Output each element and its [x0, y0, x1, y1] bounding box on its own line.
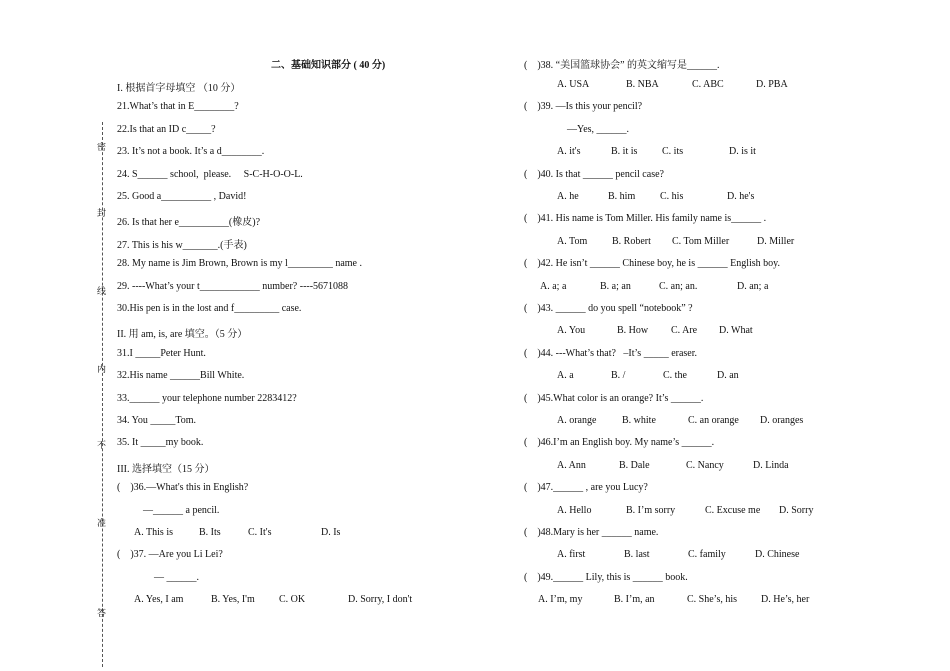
q43-option-d: D. What: [719, 325, 753, 336]
q44-option-d: D. an: [717, 370, 739, 381]
q37-option-c: C. OK: [279, 594, 306, 605]
q41-option-c: C. Tom Miller: [672, 236, 730, 247]
question-46: ( )46.I’m an English boy. My name’s ______.: [524, 437, 715, 448]
q49-option-b: B. I’m, an: [614, 594, 655, 605]
question-49: ( )49.______ Lily, this is ______ book.: [524, 572, 688, 583]
question-48: ( )48.Mary is her ______ name.: [524, 527, 659, 538]
q41-option-d: D. Miller: [757, 236, 795, 247]
q40-option-c: C. his: [660, 191, 684, 202]
q43-option-a: A. You: [557, 325, 586, 336]
question-36: ( )36.—What's this in English?: [117, 482, 249, 493]
question-45: ( )45.What color is an orange? It’s ______.: [524, 393, 704, 404]
q46-option-a: A. Ann: [557, 460, 586, 471]
q49-option-a: A. I’m, my: [538, 594, 583, 605]
q36-option-d: D. Is: [321, 527, 341, 538]
q43-option-b: B. How: [617, 325, 649, 336]
q48-option-c: C. family: [688, 549, 726, 560]
question-25: 25. Good a__________ , David!: [117, 191, 247, 202]
q38-option-a: A. USA: [557, 79, 590, 90]
q49-option-d: D. He’s, her: [761, 594, 810, 605]
q44-option-a: A. a: [557, 370, 574, 381]
question-42: ( )42. He isn’t ______ Chinese boy, he is ______ English boy.: [524, 258, 781, 269]
question-33: 33.______ your telephone number 2283412?: [117, 393, 297, 404]
question-28: 28. My name is Jim Brown, Brown is my l_________ name .: [117, 258, 362, 269]
q39-option-b: B. it is: [611, 146, 638, 157]
question-37: ( )37. —Are you Li Lei?: [117, 549, 223, 560]
q47-option-c: C. Excuse me: [705, 505, 761, 516]
q48-option-d: D. Chinese: [755, 549, 800, 560]
q45-option-c: C. an orange: [688, 415, 739, 426]
question-44: ( )44. ---What’s that? –It’s _____ eraser.: [524, 348, 698, 359]
q41-option-a: A. Tom: [557, 236, 588, 247]
question-22: 22.Is that an ID c_____?: [117, 124, 216, 135]
q42-option-c: C. an; an.: [659, 281, 698, 292]
question-47: ( )47.______ , are you Lucy?: [524, 482, 648, 493]
q37-option-d: D. Sorry, I don't: [348, 594, 413, 605]
q45-option-d: D. oranges: [760, 415, 804, 426]
q38-option-b: B. NBA: [626, 79, 659, 90]
q36-option-a: A. This is: [134, 527, 173, 538]
part3-title: III. 选择填空（15 分）: [117, 464, 215, 475]
q42-option-a: A. a; a: [540, 281, 567, 292]
q36-option-c: C. It's: [248, 527, 272, 538]
q40-option-d: D. he's: [727, 191, 755, 202]
q43-option-c: C. Are: [671, 325, 698, 336]
q42-option-d: D. an; a: [737, 281, 769, 292]
q47-option-a: A. Hello: [557, 505, 592, 516]
question-40: ( )40. Is that ______ pencil case?: [524, 169, 664, 180]
question-39: ( )39. —Is this your pencil?: [524, 101, 643, 112]
question-29: 29. ----What’s your t____________ number? ----5671088: [117, 281, 349, 292]
question-30: 30.His pen is in the lost and f_________ case.: [117, 303, 302, 314]
question-41: ( )41. His name is Tom Miller. His family name is______ .: [524, 213, 767, 224]
q36-option-b: B. Its: [199, 527, 221, 538]
q38-option-d: D. PBA: [756, 79, 788, 90]
q47-option-d: D. Sorry: [779, 505, 814, 516]
question-31: 31.I _____Peter Hunt.: [117, 348, 206, 359]
q40-option-a: A. he: [557, 191, 579, 202]
q38-option-c: C. ABC: [692, 79, 724, 90]
seal-char-feng: 封: [97, 208, 107, 218]
seal-char-zhun: 准: [97, 518, 107, 528]
q48-option-b: B. last: [624, 549, 650, 560]
q37-option-b: B. Yes, I'm: [211, 594, 255, 605]
binding-dashed-line: [102, 122, 103, 667]
q45-option-a: A. orange: [557, 415, 597, 426]
question-35: 35. It _____my book.: [117, 437, 204, 448]
question-34: 34. You _____Tom.: [117, 415, 197, 426]
part1-title: I. 根据首字母填空 （10 分）: [117, 83, 241, 94]
section-title: 二、基础知识部分 ( 40 分): [271, 60, 386, 71]
question-36-answer: —______ a pencil.: [143, 505, 220, 516]
q47-option-b: B. I’m sorry: [626, 505, 676, 516]
q48-option-a: A. first: [557, 549, 586, 560]
seal-char-mi: 密: [97, 142, 107, 152]
q45-option-b: B. white: [622, 415, 656, 426]
question-37-answer: — ______.: [154, 572, 199, 583]
q42-option-b: B. a; an: [600, 281, 631, 292]
part2-title: II. 用 am, is, are 填空。（5 分）: [117, 329, 248, 340]
q46-option-b: B. Dale: [619, 460, 650, 471]
seal-char-xian: 线: [97, 286, 107, 296]
q40-option-b: B. him: [608, 191, 636, 202]
q46-option-d: D. Linda: [753, 460, 789, 471]
q41-option-b: B. Robert: [612, 236, 651, 247]
question-43: ( )43. ______ do you spell “notebook” ?: [524, 303, 693, 314]
question-26: 26. Is that her e__________(橡皮)?: [117, 217, 261, 228]
seal-char-da: 答: [97, 608, 107, 618]
question-32: 32.His name ______Bill White.: [117, 370, 245, 381]
q39-option-c: C. its: [662, 146, 684, 157]
question-38: ( )38. “美国篮球协会” 的英文缩写是______.: [524, 60, 720, 71]
question-24: 24. S______ school, please. S-C-H-O-O-L.: [117, 169, 303, 180]
question-23: 23. It’s not a book. It’s a d________.: [117, 146, 265, 157]
q37-option-a: A. Yes, I am: [134, 594, 184, 605]
seal-char-bu: 不: [97, 440, 107, 450]
question-39-answer: —Yes, ______.: [567, 124, 630, 135]
q44-option-c: C. the: [663, 370, 687, 381]
question-27: 27. This is his w_______.(手表): [117, 240, 247, 251]
question-21: 21.What’s that in E________?: [117, 101, 239, 112]
q44-option-b: B. /: [611, 370, 626, 381]
seal-char-nei: 内: [97, 364, 107, 374]
q46-option-c: C. Nancy: [686, 460, 724, 471]
q49-option-c: C. She’s, his: [687, 594, 738, 605]
q39-option-a: A. it's: [557, 146, 581, 157]
q39-option-d: D. is it: [729, 146, 756, 157]
